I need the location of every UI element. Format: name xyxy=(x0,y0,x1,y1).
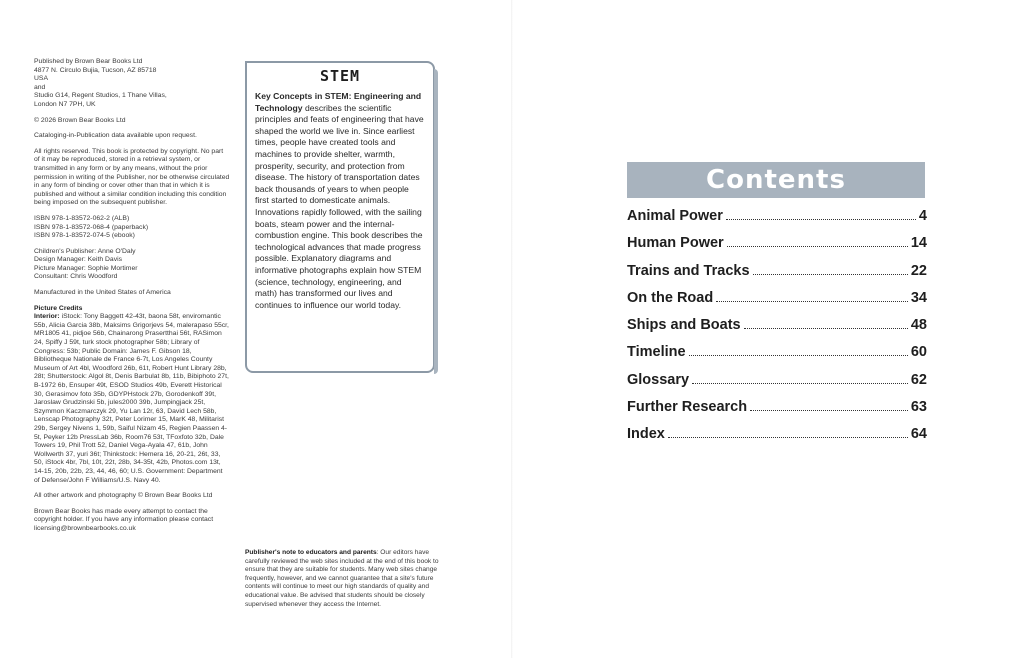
toc-entry-page: 34 xyxy=(910,289,927,306)
toc-entry-page: 48 xyxy=(910,317,927,334)
publisher-line: USA xyxy=(34,75,48,83)
toc-entry[interactable] xyxy=(627,263,927,290)
toc-entry-label: Ships and Boats xyxy=(627,317,741,334)
toc-entry-page: 64 xyxy=(910,426,927,443)
toc-entry-page: 4 xyxy=(918,208,927,224)
toc-entry-page: 63 xyxy=(910,399,927,416)
toc-entry-label: Index xyxy=(627,426,665,443)
staff-line: Picture Manager: Sophie Mortimer xyxy=(34,264,138,272)
other-artwork-notice: All other artwork and photography © Brown Bear Books Ltd xyxy=(34,492,213,500)
isbn-line: ISBN 978-1-83572-062-2 (ALB) xyxy=(34,214,130,222)
picture-credits xyxy=(34,305,230,485)
toc-entry[interactable] xyxy=(627,317,927,344)
publisher-note-label: Publisher's note to educators and parents xyxy=(245,549,377,556)
copyright-notice: © 2026 Brown Bear Books Ltd xyxy=(34,116,126,124)
publisher-line: and xyxy=(34,83,46,91)
staff-credits xyxy=(34,248,230,282)
stem-body: describes the scientific principles and feats of engineering that have shaped the world we live in. Since earliest times, people have created tools and machines to provide shelter, warmth, prosperity, security, and protection from disease. The history of transportation dates back thousands of years to when people first started to domesticate animals. Innovations rapidly followed, with the sailing boats, steam power and the internal-combustion engine. This book describes the technological advances that made progress possible. Explanatory diagrams and informative photographs explain how STEM (science, technology, engineering, and math) has transformed our lives and continues to influence our world today. xyxy=(255,102,424,310)
staff-line: Design Manager: Keith Davis xyxy=(34,256,123,264)
cip-notice: Cataloging-in-Publication data available upon request. xyxy=(34,132,197,140)
contact-notice: Brown Bear Books has made every attempt to contact the copyright holder. If you have any information please contact licensing@brownbearbooks.co.uk xyxy=(34,507,214,532)
toc-entry-page: 60 xyxy=(910,344,927,361)
toc-entry[interactable] xyxy=(627,426,927,453)
interior-label: Interior: xyxy=(34,313,60,321)
toc-leader-dots xyxy=(689,355,908,356)
manufactured-notice: Manufactured in the United States of America xyxy=(34,289,171,297)
toc-entry-label: Human Power xyxy=(627,235,724,252)
page-gutter xyxy=(511,0,513,658)
contents-banner xyxy=(627,162,925,198)
publisher-note xyxy=(245,549,441,609)
toc-entry[interactable] xyxy=(627,372,927,399)
staff-line: Children's Publisher: Anne O'Daly xyxy=(34,247,136,255)
toc-entry-label: Timeline xyxy=(627,344,686,361)
publisher-address xyxy=(34,58,230,110)
isbn-line: ISBN 978-1-83572-074-5 (ebook) xyxy=(34,232,135,240)
contents-title: Contents xyxy=(706,165,846,195)
toc-leader-dots xyxy=(744,328,908,329)
toc-leader-dots xyxy=(692,383,908,384)
stem-description xyxy=(247,85,433,311)
toc-entry[interactable] xyxy=(627,235,927,262)
toc-entry[interactable] xyxy=(627,290,927,317)
toc-leader-dots xyxy=(727,246,908,247)
isbn-line: ISBN 978-1-83572-068-4 (paperback) xyxy=(34,223,149,231)
publisher-line: Studio G14, Regent Studios, 1 Thane Villas, xyxy=(34,92,167,100)
publisher-line: London N7 7PH, UK xyxy=(34,100,96,108)
toc-entry-label: Trains and Tracks xyxy=(627,262,750,279)
imprint-block xyxy=(34,58,230,541)
toc-entry-label: On the Road xyxy=(627,289,714,306)
stem-intro: Key Concepts in STEM: Engineering and Technology xyxy=(255,91,422,113)
picture-credits-heading: Picture Credits xyxy=(34,304,83,312)
rights-notice: All rights reserved. This book is protected by copyright. No part of it may be reproduced, stored in a retrieval system, or transmitted in any form or by any means, without the prior permission in writing of the Publisher, nor be otherwise circulated in any form of binding or cover other than that in which it is published and without a similar condition including this condition being imposed on the subsequent publisher. xyxy=(34,147,230,207)
toc-entry-label: Further Research xyxy=(627,399,748,416)
stem-box xyxy=(245,61,435,373)
toc-leader-dots xyxy=(753,274,908,275)
toc-entry-page: 14 xyxy=(910,235,927,252)
toc-entry[interactable] xyxy=(627,344,927,371)
toc-entry[interactable] xyxy=(627,399,927,426)
isbn-list xyxy=(34,215,230,241)
publisher-line: Published by Brown Bear Books Ltd xyxy=(34,58,143,65)
toc-leader-dots xyxy=(726,219,916,220)
publisher-line: 4877 N. Circulo Bujia, Tucson, AZ 85718 xyxy=(34,66,157,74)
staff-line: Consultant: Chris Woodford xyxy=(34,273,118,281)
toc-entry-label: Glossary xyxy=(627,371,690,388)
interior-credits: iStock: Tony Baggett 42-43t, baona 58t, enviromantic 55b, Alicia Garcia 38b, Maksims Grigorjevs 54, malerapaso 55cr, MR1805 41, pidjoe 56b, Chainarong Prasertthai 56t, RASimon 24, Spiffy J 59t, turk stock photographer 58b; Library of Congress: 53b; Public Domain: James F. Gibson 18, Bibliotheque Nationale de France 6-7t, Los Angeles County Museum of Art 4bl, Woodford 26b, 61t, Robert Hunt Library 28b, 28t; Shutterstock: Algol 8t, Denis Barbulat 8b, 11b, Bibiphoto 27t, B-1972 6b, Ensuper 49t, ESOD Studios 49b, Everett Historical 30, Gerasimov foto 35b, GDYPHstock 27b, Gorodenkoff 39t, Jaroslaw Grudzinski 5b, jules2000 39b, Jumpingjack 25t, Szymmon Kaczmarczyk 29, Yu Lan 12r, 63, David Lech 58b, Lenscap Photography 32t, Peter Lorimer 15, MarK 48, Militarist 29b, Sergey Nivens 1, 59b, Saiful Nizam 45, Regien Paassen 4-5t, Peyker 12b PressLab 36b, Room76 53t, TFoxfoto 32b, Dale Towers 19, Phil Trott 52, Daniel Vega-Ayala 47, 61b, John Wollwerth 37, yuri 36t; Thinkstock: Hemera 16, 20-21, 26t, 33, 50, iStock 4br, 7bl, 10t, 22t, 28b, 34-35t, 42b, Photos.com 13t, 14-15, 20b, 22b, 23, 44, 46, 60; U.S. Government: Department of Defense/John F Williams/U.S. Navy 40. xyxy=(34,313,229,484)
toc-entry-page: 22 xyxy=(910,262,927,279)
toc-entry[interactable] xyxy=(627,208,927,235)
toc-leader-dots xyxy=(750,410,908,411)
toc-entry-label: Animal Power xyxy=(627,208,723,224)
table-of-contents xyxy=(627,208,927,454)
toc-leader-dots xyxy=(668,437,908,438)
toc-entry-page: 62 xyxy=(910,371,927,388)
publisher-note-body: : Our editors have carefully reviewed the web sites included at the end of this book to ensure that they are suitable for students. Many web sites change frequently, however, and we cannot guarantee that a site's future contents will continue to meet our high standards of quality and educational value. Be advised that students should be closely supervised whenever they access the Internet. xyxy=(245,549,439,608)
toc-leader-dots xyxy=(716,301,908,302)
stem-title: STEM xyxy=(319,67,361,85)
